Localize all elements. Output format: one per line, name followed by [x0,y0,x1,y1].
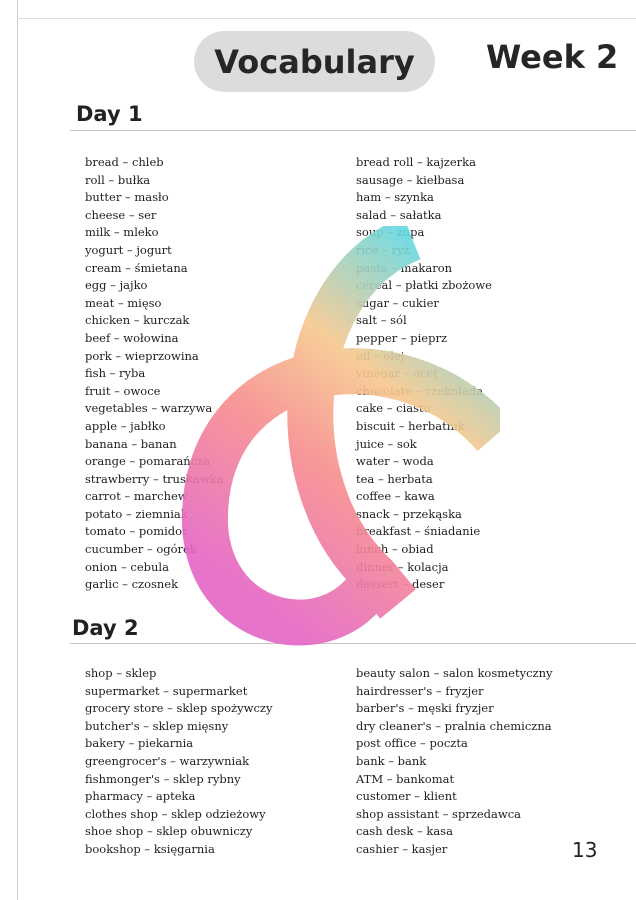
vocab-item: egg – jajko [85,278,148,293]
vocab-item: apple – jabłko [85,418,166,433]
day2-right-column [356,665,552,859]
vocab-item: oil – olej [356,348,405,363]
vocab-item: cake – ciasto [356,401,431,416]
vocab-item: cream – śmietana [85,260,188,275]
vocab-item: greengrocer's – warzywniak [85,753,250,768]
vocab-item: hairdresser's – fryzjer [356,683,484,698]
vocab-item: salt – sól [356,313,407,328]
vocab-item: sausage – kiełbasa [356,172,465,187]
vocab-item: shop – sklep [85,666,157,680]
page-left-edge [17,0,18,900]
vocab-item: yogurt – jogurt [85,242,172,257]
vocab-item: snack – przekąska [356,506,462,521]
page-number: 13 [572,838,598,862]
vocab-item: beef – wołowina [85,330,179,345]
vocab-item: salad – sałatka [356,207,442,222]
vocab-item: ATM – bankomat [356,771,455,786]
vocab-item: carrot – marchew [85,489,188,504]
vocab-item: garlic – czosnek [85,577,179,592]
vocab-item: roll – bułka [85,172,151,187]
vocab-item: dessert – deser [356,577,445,592]
vocab-item: vegetables – warzywa [85,401,213,416]
vocab-item: bank – bank [356,753,427,768]
vocab-item: cashier – kasjer [356,841,448,856]
day2-divider [70,643,636,644]
vocab-item: beauty salon – salon kosmetyczny [356,666,553,680]
vocab-item: grocery store – sklep spożywczy [85,701,273,716]
vocab-item: biscuit – herbatnik [356,418,465,433]
vocab-item: butter – masło [85,190,169,205]
vocab-item: post office – poczta [356,736,468,751]
vocab-item: fishmonger's – sklep rybny [85,771,241,786]
vocab-item: bread – chleb [85,155,164,169]
title-pill [194,31,435,92]
vocab-item: soup – zupa [356,225,425,240]
vocab-item: dry cleaner's – pralnia chemiczna [356,718,552,733]
vocab-item: bread roll – kajzerka [356,155,476,169]
vocab-item: customer – klient [356,789,457,804]
day2-title: Day 2 [72,616,139,640]
vocab-item: fruit – owoce [85,383,161,398]
vocab-item: pepper – pieprz [356,330,448,345]
vocab-item: dinner – kolacja [356,559,449,574]
vocab-item: sugar – cukier [356,295,439,310]
vocab-item: butcher's – sklep mięsny [85,718,229,733]
vocab-item: clothes shop – sklep odzieżowy [85,806,266,821]
week-label: Week 2 [486,38,619,76]
vocab-item: cucumber – ogórek [85,542,197,557]
vocab-item: pasta – makaron [356,260,453,275]
vocab-item: shop assistant – sprzedawca [356,806,522,821]
vocab-item: cash desk – kasa [356,824,453,839]
day2-left-column [85,665,272,859]
vocab-item: fish – ryba [85,366,146,381]
vocab-item: onion – cebula [85,559,169,574]
day1-title: Day 1 [76,102,143,126]
vocab-item: pork – wieprzowina [85,348,199,363]
vocab-item: pharmacy – apteka [85,789,196,804]
vocab-item: cheese – ser [85,207,157,222]
vocab-item: meat – mięso [85,295,162,310]
vocab-item: banana – banan [85,436,177,451]
vocab-item: ham – szynka [356,190,434,205]
vocab-item: cereal – płatki zbożowe [356,278,492,293]
vocab-item: potato – ziemniak [85,506,188,521]
vocab-item: lunch – obiad [356,542,434,557]
page-title: Vocabulary [214,42,415,81]
vocab-item: bookshop – księgarnia [85,841,215,856]
vocab-item: barber's – męski fryzjer [356,701,494,716]
vocab-item: supermarket – supermarket [85,683,248,698]
vocab-item: tomato – pomidor [85,524,188,539]
vocab-item: strawberry – truskawka [85,471,224,486]
vocab-item: milk – mleko [85,225,159,240]
vocab-item: juice – sok [356,436,417,451]
day1-divider [70,130,636,131]
vocab-item: orange – pomarańcza [85,454,211,469]
vocab-item: tea – herbata [356,471,433,486]
vocab-item: breakfast – śniadanie [356,524,481,539]
page-top-edge [17,18,636,19]
vocab-item: shoe shop – sklep obuwniczy [85,824,253,839]
day1-right-column [356,154,492,594]
vocab-item: water – woda [356,454,434,469]
day1-left-column [85,154,223,594]
vocab-item: bakery – piekarnia [85,736,194,751]
vocab-item: chocolate – czekolada [356,383,484,398]
vocab-item: chicken – kurczak [85,313,190,328]
vocab-item: rice – ryż [356,242,410,257]
vocab-item: coffee – kawa [356,489,435,504]
vocab-item: vinegar – ocet [356,366,438,381]
